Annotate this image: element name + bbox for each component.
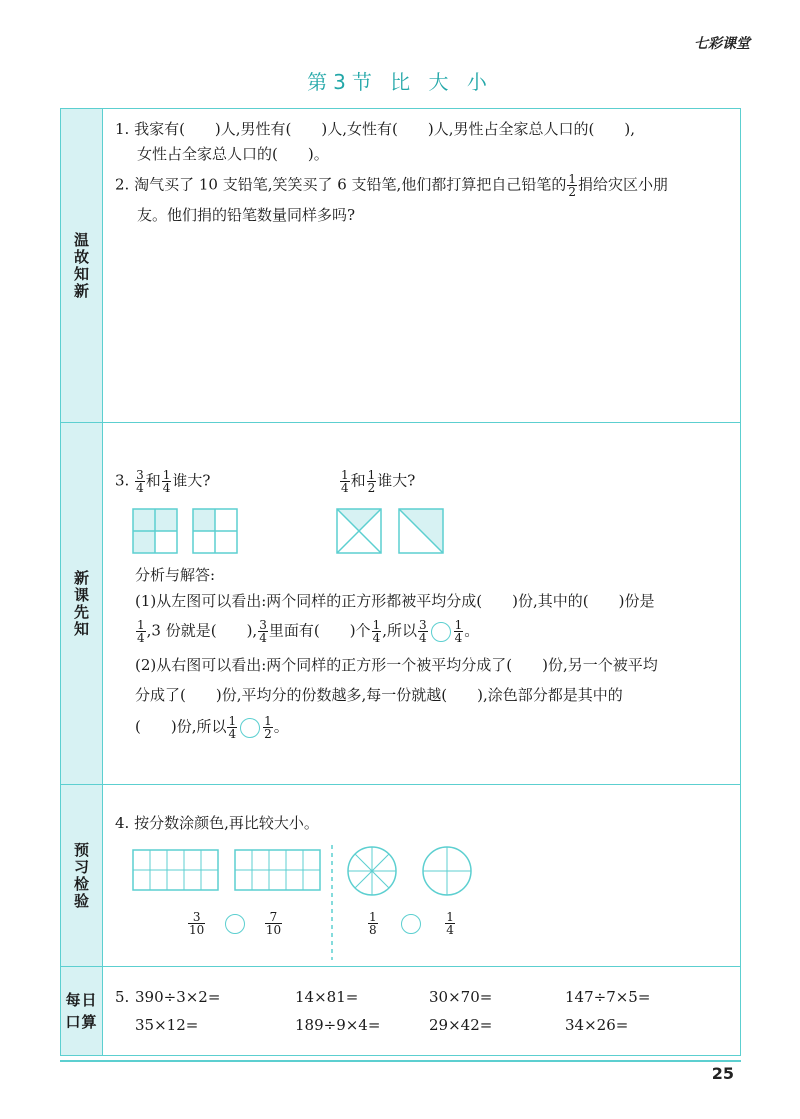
calc-item: 35×12= [135,1016,199,1034]
question-3-left: 3. $\frac{3}{4}$ 和 $\frac{1}{4}$ 谁大? [115,468,211,495]
section-new [61,423,740,785]
page-number: 25 [711,1064,734,1083]
calc-item: 34×26= [565,1016,629,1034]
compare-circle[interactable] [240,718,260,738]
calc-prefix: 5. [115,988,130,1006]
square-3-quarters [133,509,177,553]
section-label-review: 温故知新 [61,109,103,422]
footer-rule [60,1060,741,1062]
compare-circle[interactable] [225,914,245,934]
section-daily [61,967,740,1055]
calc-item: 29×42= [429,1016,493,1034]
compare-circle[interactable] [401,914,421,934]
page-title: 第3节 比 大 小 [307,70,493,94]
question-1-line-2: 女性占全家总人口的( )。 [137,145,329,163]
square-1-quarter [193,509,237,553]
question-2-line-1: 2. 淘气买了 10 支铅笔,笑笑买了 6 支铅笔,他们都打算把自己铅笔的 $\frac{1}{2}$ 捐给灾区小朋 [115,172,668,199]
question-3-right: $\frac{1}{4}$ 和 $\frac{1}{2}$ 谁大? [341,468,416,495]
section-preview [61,785,740,967]
square-diagonal-half [399,509,443,553]
fraction: $\frac{1}{2}$ [568,172,576,199]
compare-row-2: $\frac{1}{8}$ $\frac{1}{4}$ [369,910,454,937]
dashed-divider [331,845,333,960]
section-label-daily: 每日口算 [61,967,103,1055]
calc-item: 14×81= [295,988,359,1006]
analysis-heading: 分析与解答: [135,566,216,584]
circle-quarters[interactable] [421,845,473,897]
calc-item: 189÷9×4= [295,1016,381,1034]
section-review [61,109,740,423]
grid-tenths-1[interactable] [133,850,218,890]
analysis-2-line-1: (2)从右图可以看出:两个同样的正方形一个被平均分成了( )份,另一个被平均 [135,656,658,674]
question-2-line-2: 友。他们捐的铅笔数量同样多吗? [137,206,356,224]
compare-circle[interactable] [431,622,451,642]
square-diagonal-quarters [337,509,381,553]
brand-logo: 七彩课堂 [694,36,750,52]
question-4: 4. 按分数涂颜色,再比较大小。 [115,814,319,832]
compare-row-1: $\frac{3}{10}$ $\frac{7}{10}$ [189,910,282,937]
analysis-2-line-3: ( )份,所以 $\frac{1}{4}$ $\frac{1}{2}$ 。 [135,714,289,741]
section-label-preview: 预习检验 [61,785,103,966]
calc-item: 30×70= [429,988,493,1006]
analysis-1-line-1: (1)从左图可以看出:两个同样的正方形都被平均分成( )份,其中的( )份是 [135,592,655,610]
grid-tenths-2[interactable] [235,850,320,890]
worksheet-frame [60,108,741,1056]
question-1-line-1: 1. 我家有( )人,男性有( )人,女性有( )人,男性占全家总人口的( ), [115,120,635,138]
calc-item: 390÷3×2= [135,988,221,1006]
analysis-2-line-2: 分成了( )份,平均分的份数越多,每一份就越( ),涂色部分都是其中的 [135,686,623,704]
calc-item: 147÷7×5= [565,988,651,1006]
section-label-new: 新课先知 [61,423,103,784]
circle-eighths[interactable] [346,845,398,897]
analysis-1-line-2: $\frac{1}{4}$ ,3 份就是( ), $\frac{3}{4}$ 里面有( )个 $\frac{1}{4}$ ,所以 $\frac{3}{4}$ $\frac{1}{4}$ 。 [137,618,480,645]
